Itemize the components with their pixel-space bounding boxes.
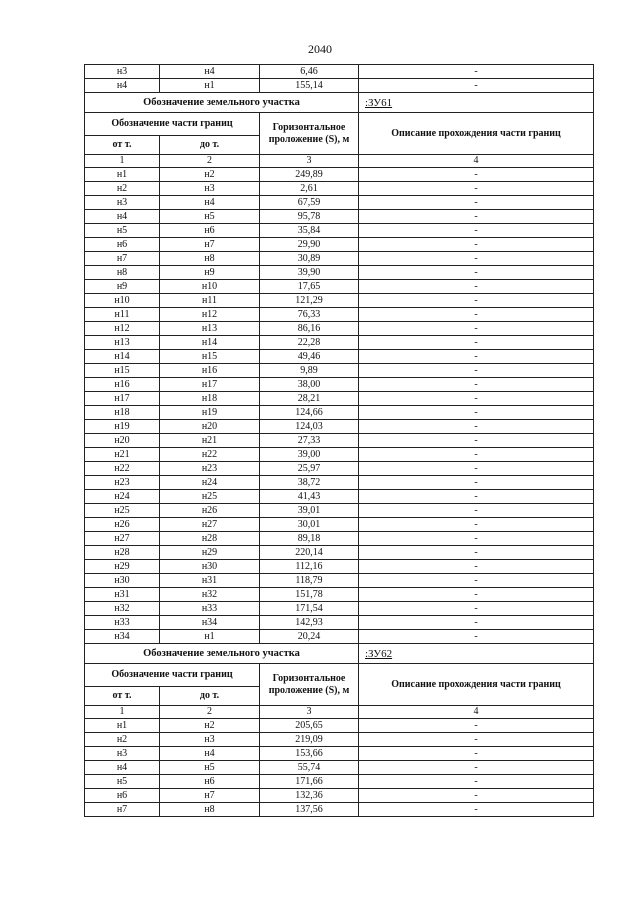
length-cell: 6,46: [260, 65, 359, 79]
description-cell: -: [359, 378, 594, 392]
length-cell: 205,65: [260, 719, 359, 733]
length-cell: 29,90: [260, 238, 359, 252]
from-point-cell: н4: [85, 210, 160, 224]
description-cell: -: [359, 733, 594, 747]
plot-code: :ЗУ61: [359, 93, 594, 113]
from-point-cell: н3: [85, 65, 160, 79]
length-header: Горизонтальное проложение (S), м: [260, 664, 359, 706]
column-number: 3: [260, 155, 359, 168]
boundary-table-body: [85, 65, 594, 817]
column-number-row: [85, 155, 594, 168]
description-cell: -: [359, 504, 594, 518]
description-cell: -: [359, 196, 594, 210]
from-point-cell: н3: [85, 196, 160, 210]
to-point-cell: н33: [160, 602, 260, 616]
to-point-cell: н16: [160, 364, 260, 378]
length-cell: 55,74: [260, 761, 359, 775]
description-cell: -: [359, 224, 594, 238]
table-row: [85, 378, 594, 392]
description-cell: -: [359, 182, 594, 196]
table-row: [85, 266, 594, 280]
description-cell: -: [359, 406, 594, 420]
from-point-cell: н9: [85, 280, 160, 294]
from-point-cell: н28: [85, 546, 160, 560]
description-cell: -: [359, 252, 594, 266]
plot-designation-label: Обозначение земельного участка: [85, 93, 359, 113]
from-point-cell: н2: [85, 733, 160, 747]
table-row: [85, 182, 594, 196]
table-row: [85, 588, 594, 602]
to-point-cell: н7: [160, 789, 260, 803]
description-cell: -: [359, 462, 594, 476]
to-point-cell: н15: [160, 350, 260, 364]
table-row: [85, 79, 594, 93]
to-point-cell: н22: [160, 448, 260, 462]
from-point-cell: н20: [85, 434, 160, 448]
table-row: [85, 630, 594, 644]
to-point-cell: н4: [160, 196, 260, 210]
to-point-cell: н11: [160, 294, 260, 308]
column-number: 2: [160, 155, 260, 168]
description-cell: -: [359, 420, 594, 434]
description-cell: -: [359, 434, 594, 448]
column-number: 4: [359, 706, 594, 719]
plot-designation-row: [85, 93, 594, 113]
description-cell: -: [359, 336, 594, 350]
from-point-cell: н10: [85, 294, 160, 308]
to-point-cell: н20: [160, 420, 260, 434]
from-point-cell: н18: [85, 406, 160, 420]
from-point-cell: н16: [85, 378, 160, 392]
description-cell: -: [359, 392, 594, 406]
table-row: [85, 476, 594, 490]
description-cell: -: [359, 775, 594, 789]
description-cell: -: [359, 168, 594, 182]
to-point-header: до т.: [160, 136, 260, 155]
length-cell: 142,93: [260, 616, 359, 630]
table-row: [85, 747, 594, 761]
to-point-cell: н23: [160, 462, 260, 476]
to-point-cell: н17: [160, 378, 260, 392]
from-point-cell: н17: [85, 392, 160, 406]
from-point-cell: н32: [85, 602, 160, 616]
length-cell: 124,03: [260, 420, 359, 434]
from-point-cell: н24: [85, 490, 160, 504]
from-point-cell: н30: [85, 574, 160, 588]
table-row: [85, 462, 594, 476]
from-point-cell: н33: [85, 616, 160, 630]
from-point-cell: н27: [85, 532, 160, 546]
from-point-cell: н7: [85, 252, 160, 266]
plot-designation-row: [85, 644, 594, 664]
length-cell: 153,66: [260, 747, 359, 761]
description-cell: -: [359, 518, 594, 532]
column-number-row: [85, 706, 594, 719]
length-cell: 39,90: [260, 266, 359, 280]
description-cell: -: [359, 546, 594, 560]
from-point-header: от т.: [85, 687, 160, 706]
table-row: [85, 789, 594, 803]
to-point-cell: н5: [160, 761, 260, 775]
length-cell: 220,14: [260, 546, 359, 560]
to-point-cell: н28: [160, 532, 260, 546]
plot-designation-label: Обозначение земельного участка: [85, 644, 359, 664]
table-row: [85, 252, 594, 266]
description-cell: -: [359, 490, 594, 504]
description-cell: -: [359, 630, 594, 644]
length-cell: 41,43: [260, 490, 359, 504]
length-cell: 219,09: [260, 733, 359, 747]
to-point-cell: н18: [160, 392, 260, 406]
from-point-cell: н5: [85, 775, 160, 789]
from-point-cell: н8: [85, 266, 160, 280]
to-point-cell: н34: [160, 616, 260, 630]
length-cell: 35,84: [260, 224, 359, 238]
to-point-cell: н1: [160, 79, 260, 93]
from-point-cell: н3: [85, 747, 160, 761]
length-cell: 132,36: [260, 789, 359, 803]
from-point-cell: н14: [85, 350, 160, 364]
length-cell: 28,21: [260, 392, 359, 406]
length-cell: 112,16: [260, 560, 359, 574]
table-row: [85, 761, 594, 775]
from-point-cell: н23: [85, 476, 160, 490]
to-point-cell: н30: [160, 560, 260, 574]
to-point-cell: н6: [160, 775, 260, 789]
from-point-cell: н15: [85, 364, 160, 378]
table-row: [85, 574, 594, 588]
description-cell: -: [359, 79, 594, 93]
from-point-cell: н6: [85, 238, 160, 252]
from-point-cell: н12: [85, 322, 160, 336]
from-point-cell: н29: [85, 560, 160, 574]
length-cell: 86,16: [260, 322, 359, 336]
to-point-cell: н1: [160, 630, 260, 644]
description-cell: -: [359, 719, 594, 733]
table-row: [85, 616, 594, 630]
length-cell: 121,29: [260, 294, 359, 308]
table-row: [85, 518, 594, 532]
description-cell: -: [359, 364, 594, 378]
parts-header: Обозначение части границ: [85, 113, 260, 136]
from-point-cell: н13: [85, 336, 160, 350]
to-point-cell: н14: [160, 336, 260, 350]
to-point-cell: н27: [160, 518, 260, 532]
table-row: [85, 238, 594, 252]
from-point-cell: н2: [85, 182, 160, 196]
description-header: Описание прохождения части границ: [359, 113, 594, 155]
length-cell: 38,72: [260, 476, 359, 490]
description-cell: -: [359, 602, 594, 616]
length-cell: 118,79: [260, 574, 359, 588]
to-point-cell: н21: [160, 434, 260, 448]
column-number: 1: [85, 155, 160, 168]
parts-header: Обозначение части границ: [85, 664, 260, 687]
column-number: 2: [160, 706, 260, 719]
length-cell: 249,89: [260, 168, 359, 182]
from-point-cell: н19: [85, 420, 160, 434]
description-cell: -: [359, 448, 594, 462]
description-cell: -: [359, 616, 594, 630]
length-cell: 151,78: [260, 588, 359, 602]
to-point-cell: н31: [160, 574, 260, 588]
from-point-cell: н22: [85, 462, 160, 476]
description-header: Описание прохождения части границ: [359, 664, 594, 706]
table-row: [85, 308, 594, 322]
table-row: [85, 350, 594, 364]
to-point-cell: н2: [160, 168, 260, 182]
to-point-cell: н4: [160, 65, 260, 79]
table-row: [85, 336, 594, 350]
to-point-cell: н25: [160, 490, 260, 504]
to-point-cell: н7: [160, 238, 260, 252]
table-row: [85, 434, 594, 448]
description-cell: -: [359, 588, 594, 602]
to-point-cell: н6: [160, 224, 260, 238]
table-row: [85, 392, 594, 406]
description-cell: -: [359, 803, 594, 817]
column-number: 4: [359, 155, 594, 168]
to-point-cell: н2: [160, 719, 260, 733]
length-cell: 22,28: [260, 336, 359, 350]
description-cell: -: [359, 294, 594, 308]
table-row: [85, 719, 594, 733]
description-cell: -: [359, 476, 594, 490]
page-number: 2040: [308, 42, 332, 56]
to-point-cell: н32: [160, 588, 260, 602]
from-point-cell: н1: [85, 719, 160, 733]
description-cell: -: [359, 789, 594, 803]
plot-code: :ЗУ62: [359, 644, 594, 664]
length-cell: 49,46: [260, 350, 359, 364]
length-cell: 76,33: [260, 308, 359, 322]
length-cell: 2,61: [260, 182, 359, 196]
boundary-table: [84, 64, 594, 817]
description-cell: -: [359, 280, 594, 294]
length-cell: 137,56: [260, 803, 359, 817]
table-row: [85, 448, 594, 462]
from-point-cell: н34: [85, 630, 160, 644]
length-cell: 27,33: [260, 434, 359, 448]
to-point-cell: н3: [160, 182, 260, 196]
length-cell: 39,01: [260, 504, 359, 518]
description-cell: -: [359, 308, 594, 322]
description-cell: -: [359, 532, 594, 546]
to-point-cell: н29: [160, 546, 260, 560]
from-point-cell: н11: [85, 308, 160, 322]
description-cell: -: [359, 747, 594, 761]
from-point-cell: н6: [85, 789, 160, 803]
table-row: [85, 322, 594, 336]
table-row: [85, 168, 594, 182]
table-row: [85, 490, 594, 504]
length-cell: 30,89: [260, 252, 359, 266]
table-row: [85, 504, 594, 518]
from-point-cell: н1: [85, 168, 160, 182]
column-number: 1: [85, 706, 160, 719]
description-cell: -: [359, 65, 594, 79]
header-row: [85, 664, 594, 687]
description-cell: -: [359, 574, 594, 588]
to-point-cell: н4: [160, 747, 260, 761]
length-cell: 171,66: [260, 775, 359, 789]
table-row: [85, 210, 594, 224]
to-point-cell: н5: [160, 210, 260, 224]
description-cell: -: [359, 266, 594, 280]
to-point-cell: н8: [160, 803, 260, 817]
header-row: [85, 113, 594, 136]
table-row: [85, 803, 594, 817]
to-point-cell: н10: [160, 280, 260, 294]
from-point-cell: н21: [85, 448, 160, 462]
length-cell: 95,78: [260, 210, 359, 224]
table-row: [85, 294, 594, 308]
to-point-header: до т.: [160, 687, 260, 706]
from-point-header: от т.: [85, 136, 160, 155]
length-cell: 39,00: [260, 448, 359, 462]
length-cell: 9,89: [260, 364, 359, 378]
table-row: [85, 560, 594, 574]
from-point-cell: н7: [85, 803, 160, 817]
length-cell: 171,54: [260, 602, 359, 616]
from-point-cell: н4: [85, 79, 160, 93]
table-row: [85, 733, 594, 747]
description-cell: -: [359, 350, 594, 364]
table-row: [85, 546, 594, 560]
to-point-cell: н12: [160, 308, 260, 322]
length-cell: 30,01: [260, 518, 359, 532]
table-row: [85, 775, 594, 789]
table-row: [85, 196, 594, 210]
length-cell: 20,24: [260, 630, 359, 644]
from-point-cell: н25: [85, 504, 160, 518]
to-point-cell: н3: [160, 733, 260, 747]
to-point-cell: н13: [160, 322, 260, 336]
description-cell: -: [359, 238, 594, 252]
table-row: [85, 364, 594, 378]
table-row: [85, 65, 594, 79]
length-cell: 25,97: [260, 462, 359, 476]
table-row: [85, 224, 594, 238]
table-row: [85, 532, 594, 546]
length-cell: 38,00: [260, 378, 359, 392]
from-point-cell: н31: [85, 588, 160, 602]
to-point-cell: н9: [160, 266, 260, 280]
description-cell: -: [359, 210, 594, 224]
table-row: [85, 420, 594, 434]
table-row: [85, 406, 594, 420]
to-point-cell: н24: [160, 476, 260, 490]
length-cell: 67,59: [260, 196, 359, 210]
table-row: [85, 280, 594, 294]
to-point-cell: н19: [160, 406, 260, 420]
from-point-cell: н5: [85, 224, 160, 238]
length-cell: 89,18: [260, 532, 359, 546]
column-number: 3: [260, 706, 359, 719]
description-cell: -: [359, 761, 594, 775]
length-header: Горизонтальное проложение (S), м: [260, 113, 359, 155]
length-cell: 155,14: [260, 79, 359, 93]
table-row: [85, 602, 594, 616]
to-point-cell: н26: [160, 504, 260, 518]
from-point-cell: н26: [85, 518, 160, 532]
to-point-cell: н8: [160, 252, 260, 266]
length-cell: 124,66: [260, 406, 359, 420]
description-cell: -: [359, 322, 594, 336]
description-cell: -: [359, 560, 594, 574]
length-cell: 17,65: [260, 280, 359, 294]
from-point-cell: н4: [85, 761, 160, 775]
